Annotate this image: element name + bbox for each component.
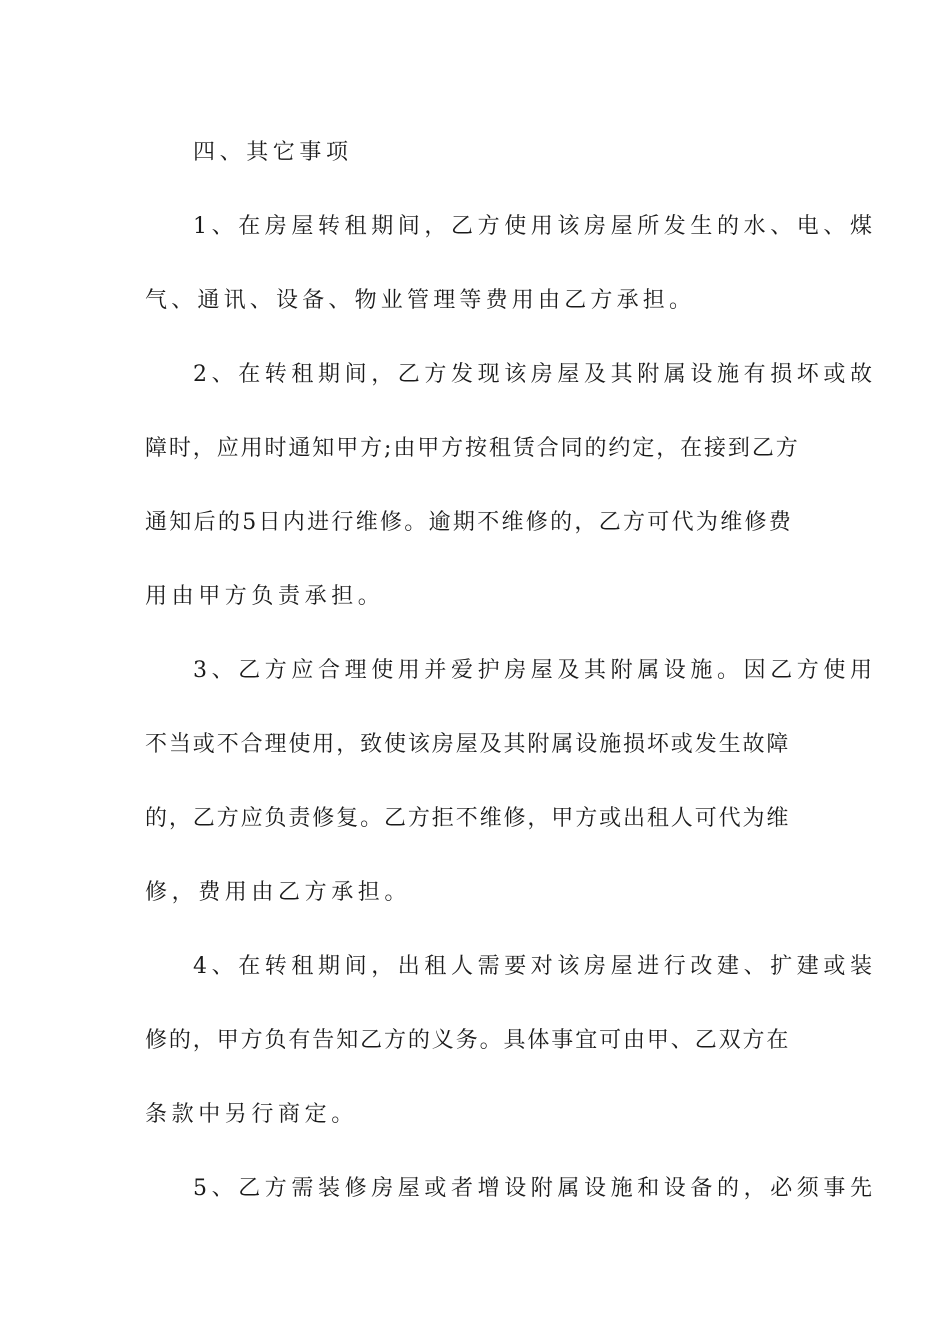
section-heading: 四、其它事项 bbox=[193, 140, 353, 165]
paragraph-line: 2、在转租期间，乙方发现该房屋及其附属设施有损坏或故 bbox=[193, 362, 877, 387]
paragraph-line: 3、乙方应合理使用并爱护房屋及其附属设施。因乙方使用 bbox=[193, 658, 877, 683]
paragraph-line: 1、在房屋转租期间，乙方使用该房屋所发生的水、电、煤 bbox=[193, 214, 877, 239]
paragraph-line: 修，费用由乙方承担。 bbox=[145, 880, 412, 905]
paragraph-line: 用由甲方负责承担。 bbox=[145, 584, 385, 609]
paragraph-line: 通知后的5日内进行维修。逾期不维修的，乙方可代为维修费 bbox=[145, 510, 794, 535]
paragraph-line: 的，乙方应负责修复。乙方拒不维修，甲方或出租人可代为维 bbox=[145, 806, 791, 831]
paragraph-line: 4、在转租期间，出租人需要对该房屋进行改建、扩建或装 bbox=[193, 954, 877, 979]
paragraph-line: 气、通讯、设备、物业管理等费用由乙方承担。 bbox=[145, 288, 696, 313]
paragraph-line: 修的，甲方负有告知乙方的义务。具体事宜可由甲、乙双方在 bbox=[145, 1028, 791, 1053]
paragraph-line: 不当或不合理使用，致使该房屋及其附属设施损坏或发生故障 bbox=[145, 732, 791, 757]
paragraph-line: 障时，应用时通知甲方;由甲方按租赁合同的约定，在接到乙方 bbox=[145, 436, 800, 461]
paragraph-line: 条款中另行商定。 bbox=[145, 1102, 358, 1127]
paragraph-line: 5、乙方需装修房屋或者增设附属设施和设备的，必须事先 bbox=[193, 1176, 877, 1201]
